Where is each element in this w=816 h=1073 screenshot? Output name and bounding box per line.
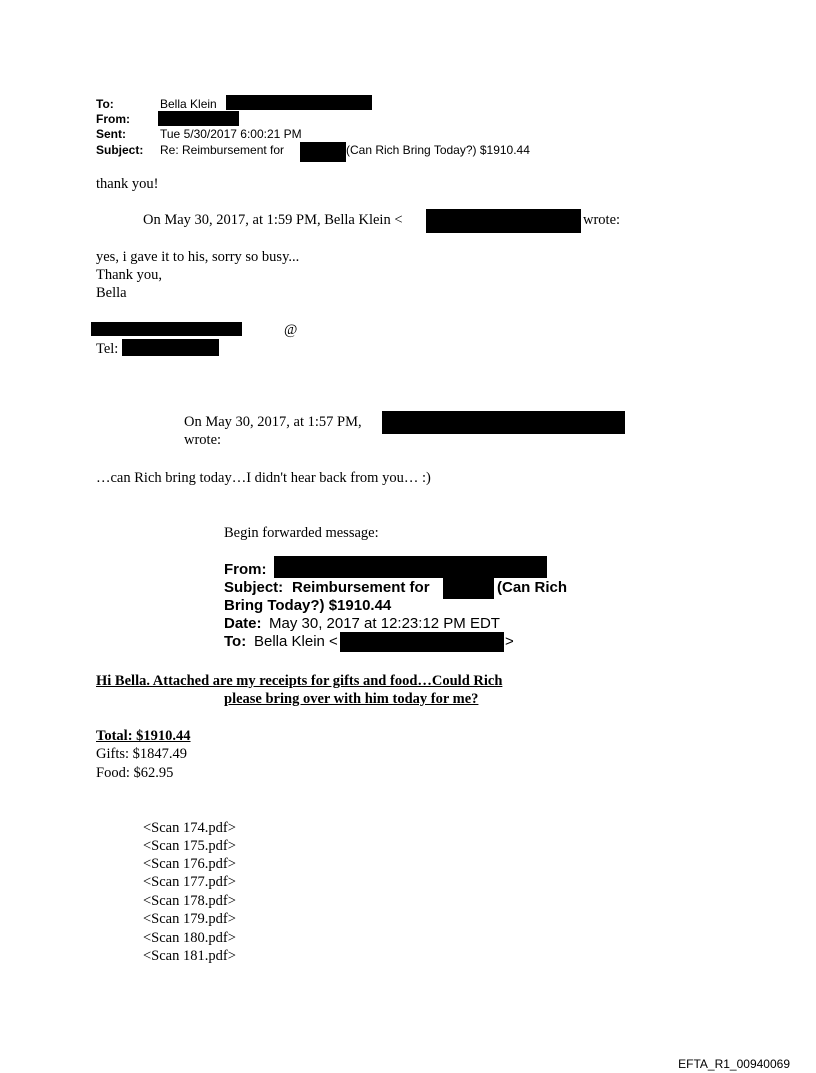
redaction-bar [300, 142, 346, 162]
attachment-item[interactable]: <Scan 177.pdf> [143, 874, 236, 890]
food-amount: Food: $62.95 [96, 765, 174, 781]
fwd-date-value: May 30, 2017 at 12:23:12 PM EDT [269, 615, 500, 632]
email-at-sign: @ [284, 322, 298, 338]
bella-signature: Bella [96, 285, 127, 301]
total-amount: Total: $1910.44 [96, 728, 191, 744]
quote2-line2: wrote: [184, 432, 222, 448]
fwd-to-value: Bella Klein < [254, 633, 338, 650]
begin-forwarded: Begin forwarded message: [224, 525, 379, 541]
request-message: …can Rich bring today…I didn't hear back from you… :) [96, 470, 431, 486]
to-label: To: [96, 97, 114, 111]
attachment-item[interactable]: <Scan 176.pdf> [143, 856, 236, 872]
redaction-bar [443, 578, 494, 599]
tel-label: Tel: [96, 341, 119, 357]
original-line2: please bring over with him today for me? [224, 691, 479, 707]
redaction-bar [340, 632, 504, 652]
subject-part1: Re: Reimbursement for [160, 143, 285, 157]
from-label: From: [96, 112, 130, 126]
attachment-item[interactable]: <Scan 180.pdf> [143, 930, 236, 946]
original-line1: Hi Bella. Attached are my receipts for gifts and food…Could Rich [96, 673, 503, 689]
gifts-amount: Gifts: $1847.49 [96, 746, 188, 762]
redaction-bar [226, 95, 372, 110]
redaction-bar [158, 111, 239, 126]
quote1-intro: On May 30, 2017, at 1:59 PM, Bella Klein < [143, 212, 403, 228]
attachment-item[interactable]: <Scan 179.pdf> [143, 911, 236, 927]
redaction-bar [426, 209, 581, 233]
bates-number: EFTA_R1_00940069 [678, 1057, 790, 1071]
attachment-item[interactable]: <Scan 181.pdf> [143, 948, 236, 964]
subject-label: Subject: [96, 143, 144, 157]
bella-line2: Thank you, [96, 267, 163, 283]
fwd-subject-label: Subject: [224, 579, 284, 596]
fwd-to-label: To: [224, 633, 247, 650]
reply-thanks: thank you! [96, 176, 159, 192]
attachment-item[interactable]: <Scan 174.pdf> [143, 820, 236, 836]
quote2-line1: On May 30, 2017, at 1:57 PM, [184, 414, 362, 430]
attachment-item[interactable]: <Scan 178.pdf> [143, 893, 236, 909]
fwd-to-close: > [505, 633, 514, 650]
attachment-item[interactable]: <Scan 175.pdf> [143, 838, 236, 854]
redaction-bar [122, 339, 219, 356]
fwd-date-label: Date: [224, 615, 262, 632]
sent-value: Tue 5/30/2017 6:00:21 PM [160, 127, 302, 141]
subject-part2: (Can Rich Bring Today?) $1910.44 [346, 143, 530, 157]
bella-line1: yes, i gave it to his, sorry so busy... [96, 249, 300, 265]
redaction-bar [91, 322, 242, 336]
fwd-from-label: From: [224, 561, 267, 578]
quote1-wrote: wrote: [583, 212, 621, 228]
fwd-subject-part1: Reimbursement for [292, 579, 430, 596]
redaction-bar [274, 556, 547, 578]
fwd-subject-line2: Bring Today?) $1910.44 [224, 597, 392, 614]
to-value: Bella Klein [160, 97, 217, 111]
sent-label: Sent: [96, 127, 126, 141]
redaction-bar [382, 411, 625, 434]
fwd-subject-part2: (Can Rich [497, 579, 568, 596]
